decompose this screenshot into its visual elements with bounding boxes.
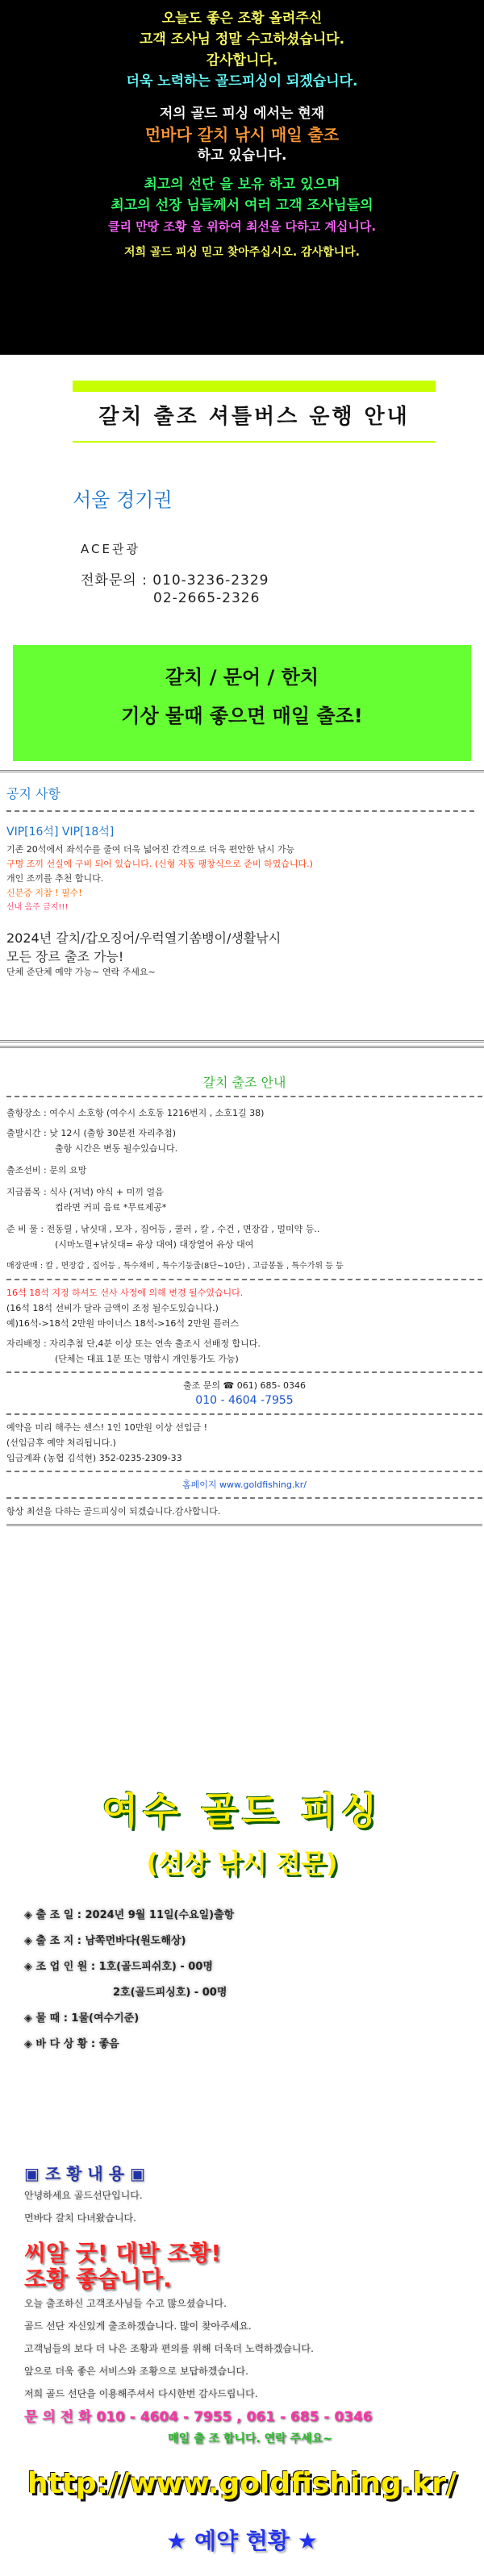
trip-field: ◈ 조 업 인 원 : 1호(골드피쉬호) - 00명 [24, 1961, 213, 1973]
report-line: 앞으로 더욱 좋은 서비스와 조황으로 보답하겠습니다. [24, 2366, 248, 2377]
notice-line: 개인 조끼를 추천 합니다. [6, 873, 104, 884]
catch-report [24, 2161, 476, 2446]
shuttle-phone-1: 전화문의 : 010-3236-2329 [81, 572, 269, 589]
info-row: 예약을 미리 해주는 센스! 1인 10만원 이상 선입금 ! [6, 1422, 208, 1433]
gold-fishing-header [0, 1782, 484, 1880]
reservation-status[interactable]: ★ 예약 현황 ★ [166, 2528, 318, 2554]
trip-field: ◈ 물 때 : 1물(여수기준) [24, 2012, 140, 2025]
divider [6, 810, 474, 812]
notice-title: 공지 사항 [6, 786, 60, 801]
divider [6, 1279, 482, 1280]
report-line: 안녕하세요 골드선단입니다. [24, 2190, 143, 2201]
info-row: (16석 18석 선비가 달라 금액이 조정 될수도있습니다.) [6, 1303, 219, 1313]
divider [6, 1413, 482, 1415]
bank-account: 입금계좌 (농협 김석현) 352-0235-2309-33 [6, 1453, 182, 1463]
accent-line [73, 441, 436, 443]
divider [6, 1371, 482, 1373]
trip-field: 2호(골드피싱호) - 00명 [113, 1987, 227, 1999]
gold-title: 여수 골드 피싱 [102, 1789, 382, 1833]
fish-type-box [13, 645, 471, 761]
info-row: (선입금후 예약 처리됩니다.) [6, 1438, 116, 1448]
banner-line: 오늘도 좋은 조황 올려주신 [161, 10, 323, 27]
info-title: 갈치 출조 안내 [202, 1075, 286, 1090]
trip-field: ◈ 출 조 지 : 남쪽먼바다(원도해상) [24, 1935, 186, 1947]
trip-fields [24, 1903, 476, 2058]
gold-subtitle: (선상 낚시 전문) [146, 1848, 338, 1879]
trip-field: ◈ 출 조 일 : 2024년 9월 11일(수요일)출항 [24, 1909, 235, 1921]
divider [0, 1046, 484, 1048]
top-banner [0, 0, 484, 355]
notice-section [6, 784, 474, 980]
notice-line: 구명 조끼 선실에 구비 되어 있습니다. (신형 자동 팽창식으로 준비 하였습니다.) [6, 859, 313, 869]
divider [0, 1040, 484, 1042]
report-highlight: 씨알 굿! 대박 조황! [24, 2240, 222, 2266]
info-row: 항상 최선을 다하는 골드피싱이 되겠습니다.감사합니다. [6, 1506, 221, 1517]
info-row: 매장판매 : 칼 , 면장갑 , 집어등 , 특수채비 , 특수기둥줄(8단~10단) , 고급봉돌 , 특수가위 등 등 [6, 1262, 344, 1271]
homepage-link[interactable]: 홈페이지 www.goldfishing.kr/ [182, 1479, 307, 1490]
fish-types: 갈치 / 문어 / 한치 [165, 666, 319, 689]
banner-line: 먼바다 갈치 낚시 매일 출조 [144, 125, 340, 144]
info-row: 컵라면 커피 음료 *무료제공* [55, 1202, 167, 1213]
report-line: 오늘 출조하신 고객조사님들 수고 많으셨습니다. [24, 2298, 227, 2309]
shuttle-header [73, 381, 436, 460]
shuttle-company: ACE관광 [81, 542, 140, 556]
departure-condition: 기상 물때 좋으면 매일 출조! [121, 705, 363, 727]
vip-seats: VIP[16석] VIP[18석] [6, 826, 115, 839]
info-row: 출항장소 : 여수시 소호항 (여수시 소호동 1216번지 , 소호1길 38) [6, 1108, 265, 1118]
info-row: 자리배정 : 자리추첨 단,4분 이상 또는 연속 출조시 선배정 합니다. [6, 1338, 261, 1349]
divider [6, 1471, 482, 1472]
report-line: 먼바다 갈치 다녀왔습니다. [24, 2212, 136, 2224]
divider [6, 1524, 482, 1526]
info-row: 준 비 물 : 전동릴 , 낚싯대 , 모자 , 집어등 , 쿨러 , 칼 , 수건 , 면장갑 , 멀미약 등.. [6, 1224, 320, 1234]
report-line: 골드 선단 자신있게 출조하겠습니다. 많이 찾아주세요. [24, 2320, 252, 2332]
departure-info [6, 1072, 482, 1526]
contact-phone: 출조 문의 ☎ 061) 685- 0346 [183, 1380, 306, 1391]
banner-line: 저희 골드 피싱 믿고 찾아주십시오. 감사합니다. [124, 246, 360, 259]
info-row: (시마노릴+낚싯대= 유상 대여) 대장열어 유상 대여 [55, 1239, 254, 1250]
divider [6, 1096, 482, 1097]
notice-line: 단체 준단체 예약 가능~ 연락 주세요~ [6, 967, 156, 977]
info-row: 출조선비 : 문의 요망 [6, 1165, 87, 1176]
banner-line: 클리 만땅 조황 을 위하여 최선을 다하고 계십니다. [107, 219, 377, 234]
notice-line: 신분증 지참 ! 필수! [6, 888, 82, 898]
banner-line: 최고의 선장 님들께서 여러 고객 조사님들의 [111, 198, 373, 214]
notice-line: 모든 장르 출조 가능! [6, 949, 124, 964]
info-row: 출항 시간은 변동 될수있습니다. [55, 1143, 178, 1154]
banner-line: 고객 조사님 정말 수고하셨습니다. [139, 31, 345, 48]
notice-line: 2024년 갈치/갑오징어/우럭열기쏨뱅이/생활낚시 [6, 930, 282, 946]
divider [0, 770, 484, 772]
report-line: 고객님들의 보다 더 나은 조황과 편의를 위해 더욱더 노력하겠습니다. [24, 2343, 314, 2354]
daily-departure: 매일 출 조 합니다. 연락 주세요~ [168, 2432, 332, 2445]
report-highlight: 조황 좋습니다. [24, 2266, 172, 2292]
report-header: ▣ 조 황 내 용 ▣ [24, 2164, 145, 2183]
info-row: (단체는 대표 1분 또는 명함시 개인통가도 가능) [55, 1354, 239, 1364]
banner-line: 하고 있습니다. [197, 148, 287, 164]
notice-line: 선내 음주 금지!!! [6, 903, 69, 912]
info-row: 출발시간 : 낮 12시 (출항 30분전 자리추첨) [6, 1128, 177, 1138]
banner-line: 최고의 선단 을 보유 하고 있으며 [144, 177, 340, 193]
divider [6, 1497, 482, 1499]
shuttle-region: 서울 경기권 [73, 489, 173, 511]
shuttle-phone-2: 02-2665-2326 [153, 590, 261, 606]
banner-line: 더욱 노력하는 골드피싱이 되겠습니다. [126, 73, 358, 89]
info-row: 지급품목 : 식사 (저녁) 야식 + 미끼 얼음 [6, 1187, 164, 1197]
homepage-url[interactable]: http://www.goldfishing.kr/ [27, 2467, 457, 2500]
info-row: 16석 18석 지정 하셔도 선사 사정에 의해 변경 될수있습니다. [6, 1288, 244, 1298]
trip-field: ◈ 바 다 상 황 : 좋음 [24, 2038, 119, 2050]
notice-line: 기존 20석에서 좌석수를 줄여 더욱 넓어진 간격으로 더욱 편안한 낚시 가능 [6, 844, 295, 855]
shuttle-title: 갈치 출조 셔틀버스 운행 안내 [98, 405, 410, 429]
report-line: 저희 골드 선단을 이용해주셔서 다시한번 감사드립니다. [24, 2388, 258, 2399]
info-row: 예)16석->18석 2만원 마이너스 18석->16석 2만원 플러스 [6, 1318, 240, 1329]
banner-line: 저의 골드 피싱 에서는 현재 [159, 106, 325, 122]
contact-mobile: 010 - 4604 -7955 [195, 1394, 294, 1407]
contact-phone: 문 의 전 화 010 - 4604 - 7955 , 061 - 685 - 0346 [24, 2409, 373, 2425]
banner-line: 감사합니다. [206, 52, 278, 69]
accent-bar [73, 381, 436, 392]
